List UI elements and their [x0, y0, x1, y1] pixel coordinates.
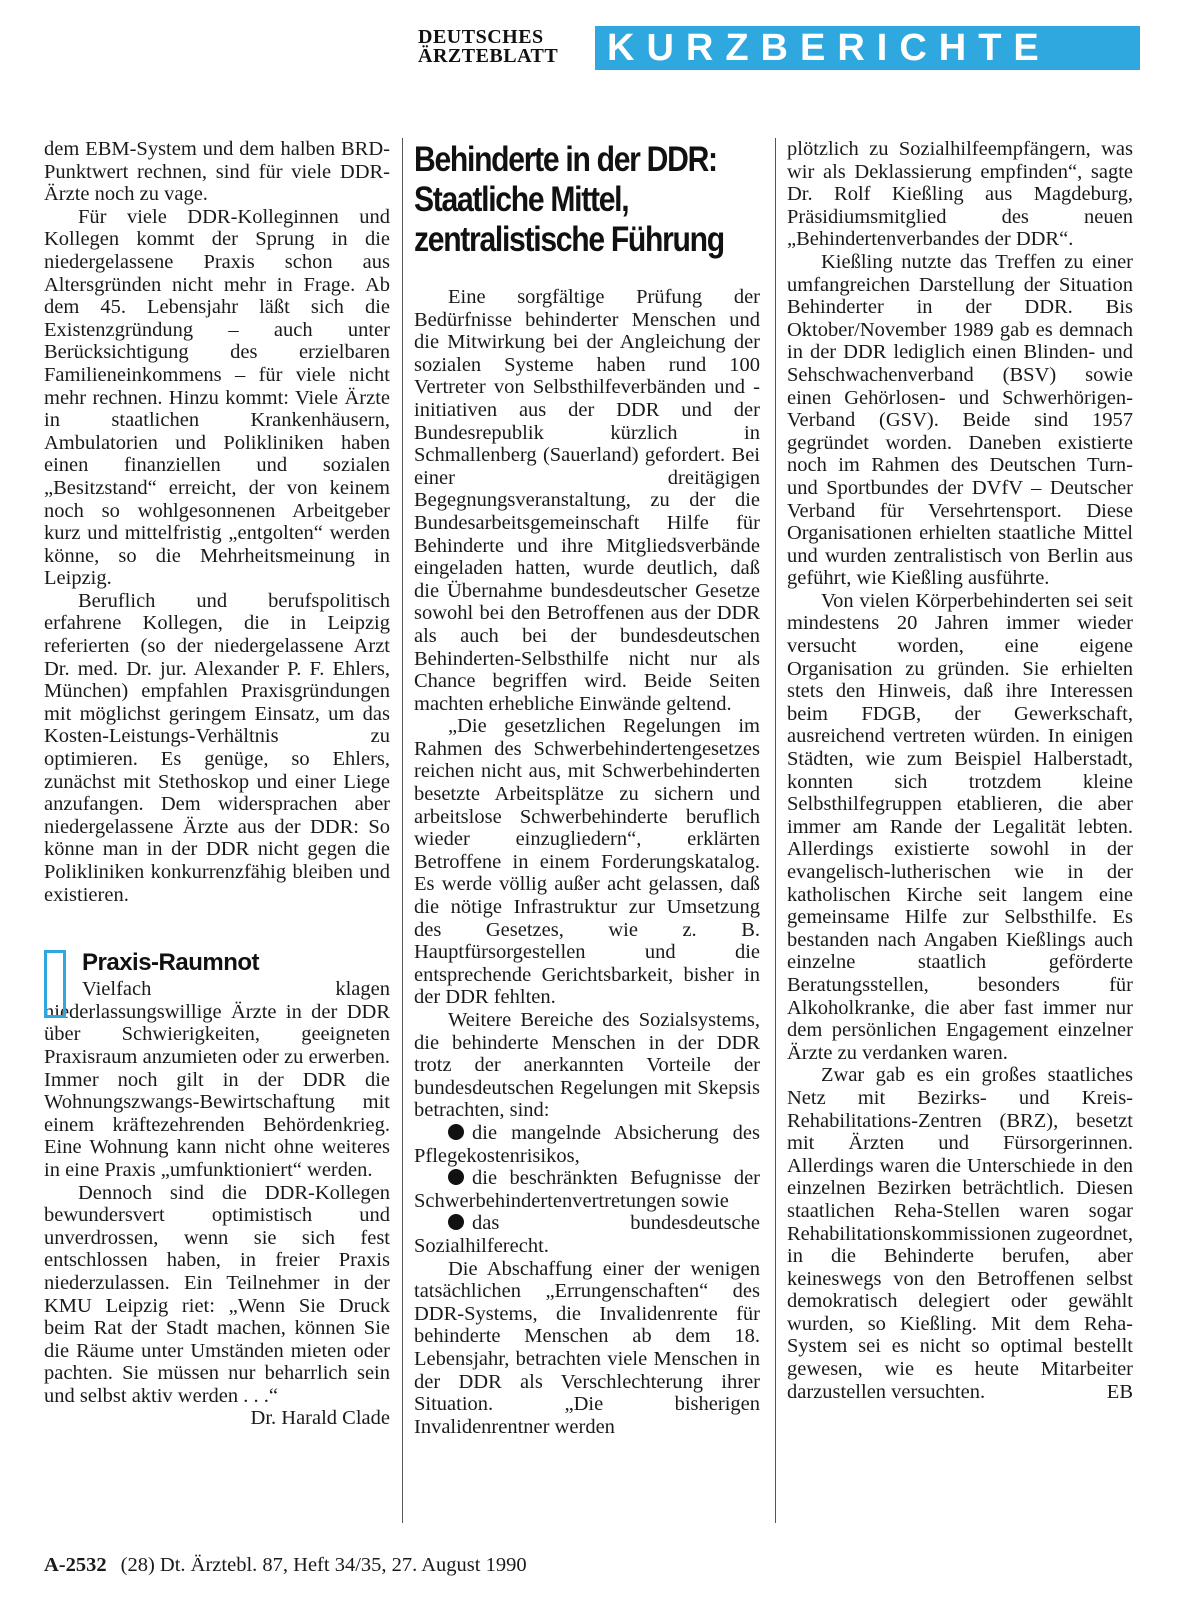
paragraph: plötzlich zu Sozialhilfeempfängern, was wir als Deklassierung empfinden“, sagte Dr. Rolf Kießling aus Magdeburg, Präsidiumsmitglied des neuen „Behindertenverbandes der DDR“. — [787, 138, 1133, 251]
bullet-item: das bundesdeutsche Sozialhilferecht. — [414, 1212, 760, 1257]
bullet-icon — [448, 1214, 464, 1230]
paragraph: Für viele DDR-Kolleginnen und Kollegen kommt der Sprung in die niedergelassene Praxis schon aus Altersgründen nicht mehr in Frage. Ab dem 45. Lebensjahr läßt sich die Existenzgründung – auch unter Berücksichtigung des erzielbaren Familieneinkommens – für viele nicht mehr rechnen. Hinzu kommt: Viele Ärzte in staatlichen Krankenhäusern, Ambulatorien und Polikliniken haben einen finanziellen und sozialen „Besitzstand“ erreicht, der von keinem noch so wohlgesonnenen Arbeitgeber kurz und mittelfristig „entgolten“ werden könne, so die Mehrheitsmeinung in Leipzig. — [44, 205, 390, 590]
bullet-item: die mangelnde Absicherung des Pflegekostenrisikos, — [414, 1121, 760, 1167]
box-marker-icon — [44, 950, 66, 1018]
paragraph: Zwar gab es ein großes staatliches Netz mit Bezirks- und Kreis-Rehabilitations-Zentren (BRZ), besetzt mit Ärzten und Fürsorgerinnen. Allerdings waren die Unterschiede in den einzelnen Bezirken beträchtlich. Diesen staatlichen Reha-Stellen waren sogar Rehabilitationskommissionen zugeordnet, in die Behinderte berufen, aber keineswegs von den Betroffenen selbst demokratisch delegiert oder gewählt wurden, so Kießling. Mit dem Reha-System sei es nicht so optimal bestellt gewesen, wie es heute Mitarbeiter darzustellen versuchten. EB — [787, 1064, 1133, 1403]
paragraph: „Die gesetzlichen Regelungen im Rahmen des Schwerbehindertengesetzes reichen nicht aus, mit Schwerbehinderten besetzte Arbeitsplätze zu sichern und arbeitslose Schwerbehinderte beruflich wieder einzugliedern“, erklärten Betroffene in einem Forderungskatalog. Es werde völlig außer acht gelassen, daß die nötige Infrastruktur zur Umsetzung des Gesetzes, wie z. B. Hauptfürsorgestellen und die entsprechende Gerichtsbarkeit, bisher in der DDR fehlten. — [414, 715, 760, 1009]
bullet-icon — [448, 1169, 464, 1185]
paragraph: Vielfach klagen niederlassungswillige Ärzte in der DDR über Schwierigkeiten, geeigneten Praxisraum anzumieten oder zu erwerben. Immer noch gilt in der DDR die Wohnungszwangs-Bewirtschaftung mit einem kräftezehrenden Behördenkrieg. Eine Wohnung kann nicht ohne weiteres in eine Praxis „umfunktioniert“ werden. — [44, 978, 390, 1181]
paragraph: Von vielen Körperbehinderten sei seit mindestens 20 Jahren immer wieder versucht worden, eine eigene Organisation zu gründen. Sie erhielten stets den Hinweis, daß ihre Interessen beim FDGB, der Gewerkschaft, ausreichend vertreten würden. In einigen Städten, wie zum Beispiel Halberstadt, konnten sich trotzdem kleine Selbsthilfegruppen etablieren, die aber immer am Rande der Legalität lebten. Allerdings existierte sowohl in der evangelisch-lutherischen wie in der katholischen Kirche seit langem eine gemeinsame Hilfe zur Selbsthilfe. Es bestanden nach Angaben Kießlings auch einzelne staatlich geförderte Beratungsstellen, besonders für Alkoholkranke, die aber fast immer nur dem persönlichen Engagement einzelner Ärzte zu verdanken waren. — [787, 589, 1133, 1064]
paragraph: Dennoch sind die DDR-Kollegen bewundersvert optimistisch und unverdrossen, wenn sie sich fest entschlossen haben, in freier Praxis niederzulassen. Ein Teilnehmer in der KMU Leipzig riet: „Wenn Sie Druck beim Rat der Stadt machen, können Sie die Räume unter Umständen mieten oder pachten. Sie müssen nur beharrlich sein und selbst aktiv werden . . .“ — [44, 1181, 390, 1407]
column-divider — [775, 138, 776, 1523]
paragraph: Weitere Bereiche des Sozialsystems, die behinderte Menschen in der DDR trotz der anerkannten Vorteile der bundesdeutschen Regelungen mit Skepsis betrachten, sind: — [414, 1009, 760, 1122]
article-title: Behinderte in der DDR: Staatliche Mittel, zentralistische Führung — [414, 140, 724, 259]
box-section — [44, 948, 390, 1430]
paragraph: Kießling nutzte das Treffen zu einer umfangreichen Darstellung der Situation Behinderter in der DDR. Bis Oktober/November 1989 gab es demnach in der DDR lediglich einen Blinden- und Sehschwachenverband (BSV) sowie einen Gehörlosen- und Schwerhörigen-Verband (GSV). Beide sind 1957 gegründet worden. Daneben existierte noch im Rahmen des Deutschen Turn- und Sportbundes der DVfV – Deutscher Verband für Versehrtensport. Diese Organisationen erhielten staatliche Mittel und wurden zentralistisch von Berlin aus geführt, wie Kießling ausführte. — [787, 250, 1133, 590]
author-byline: Dr. Harald Clade — [250, 1407, 390, 1430]
masthead — [418, 28, 558, 66]
paragraph: Eine sorgfältige Prüfung der Bedürfnisse behinderter Menschen und die Mitwirkung bei der Angleichung der sozialen Systeme haben rund 100 Vertreter von Selbsthilfeverbänden und -initiativen aus der DDR und der Bundesrepublik kürzlich in Schmallenberg (Sauerland) gefordert. Bei einer dreitägigen Begegnungsveranstaltung, zu der die Bundesarbeitsgemeinschaft Hilfe für Behinderte und ihre Mitgliedsverbände eingeladen hatten, wurde deutlich, daß die Übernahme bundesdeutscher Gesetze sowohl bei den Betroffenen aus der DDR als auch bei der bundesdeutschen Behinderten-Selbsthilfe nicht nur als Chance begriffen wird. Beide Seiten machten erhebliche Einwände geltend. — [414, 286, 760, 715]
column-2 — [414, 138, 760, 1523]
paragraph: Die Abschaffung einer der wenigen tatsächlichen „Errungenschaften“ des DDR-Systems, die Invalidenrente für behinderte Menschen ab dem 18. Lebensjahr, betrachten viele Menschen in der DDR als Verschlechterung ihrer Situation. „Die bisherigen Invalidenrentner werden — [414, 1257, 760, 1438]
masthead-line1: DEUTSCHES — [418, 26, 544, 48]
column-1 — [44, 138, 390, 1523]
paragraph: Beruflich und berufspolitisch erfahrene Kollegen, die in Leipzig referierten (so der niedergelassene Arzt Dr. med. Dr. jur. Alexander P. F. Ehlers, München) empfahlen Praxisgründungen mit möglichst geringem Einsatz, um das Kosten-Leistungs-Verhältnis zu optimieren. Es genüge, so Ehlers, zunächst mit Stethoskop und einer Liege anzufangen. Dem widersprachen aber niedergelassene Ärzte aus der DDR: So könne man in der DDR nicht gegen die Polikliniken konkurrenzfähig bleiben und existieren. — [44, 589, 390, 906]
column-3 — [787, 138, 1133, 1523]
masthead-line2: ÄRZTEBLATT — [418, 45, 559, 67]
page-footer — [44, 1554, 527, 1577]
bullet-item: die beschränkten Befugnisse der Schwerbehindertenvertretungen sowie — [414, 1167, 760, 1212]
page-number: A-2532 — [44, 1554, 107, 1576]
box-title: Praxis-Raumnot — [82, 949, 260, 977]
paragraph: dem EBM-System und dem halben BRD-Punktwert rechnen, sind für viele DDR-Ärzte noch zu vage. — [44, 138, 390, 206]
section-banner: KURZBERICHTE — [595, 26, 1140, 70]
column-divider — [402, 138, 403, 1523]
citation: (28) Dt. Ärztebl. 87, Heft 34/35, 27. August 1990 — [120, 1554, 527, 1576]
bullet-icon — [448, 1124, 464, 1140]
author-byline: EB — [1106, 1380, 1133, 1403]
